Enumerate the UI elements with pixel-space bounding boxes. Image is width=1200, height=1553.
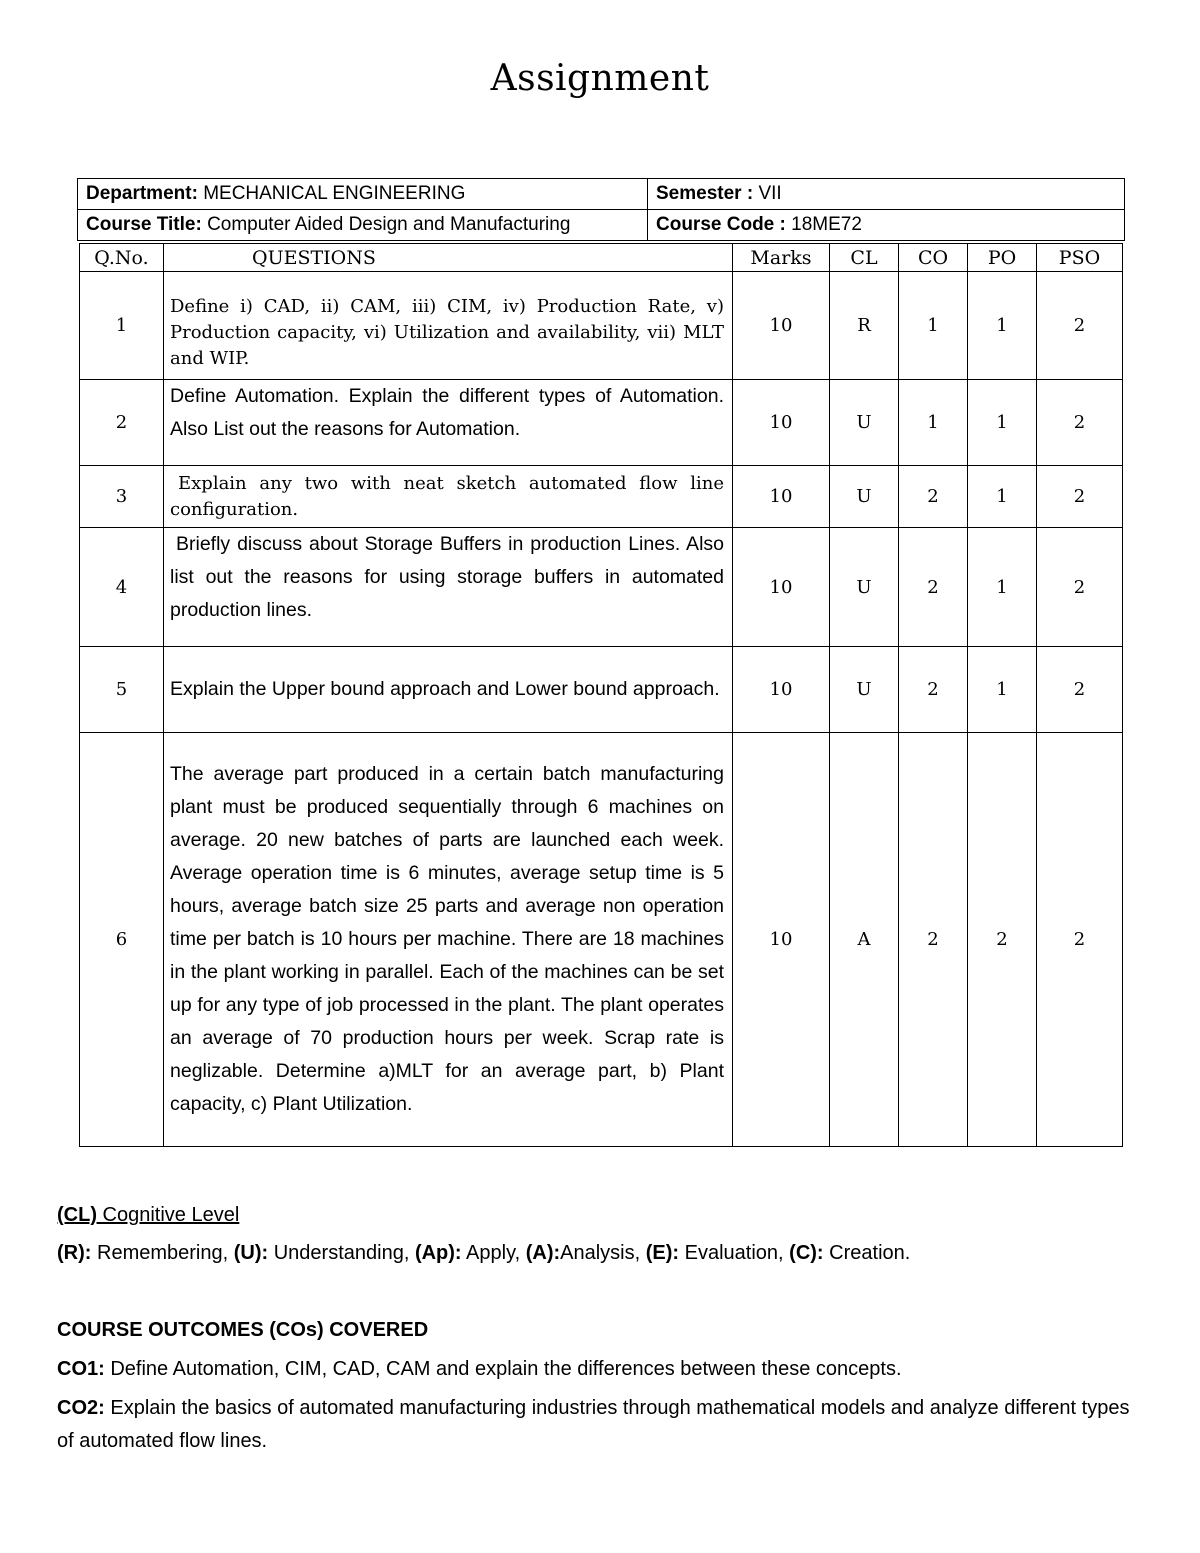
cognitive-level-heading [57, 1199, 1147, 1232]
outcome-code: CO2: [57, 1397, 105, 1419]
qno-cell: 6 [80, 733, 164, 1147]
marks-cell: 10 [733, 466, 830, 528]
marks-cell: 10 [733, 647, 830, 733]
course-title-value: Computer Aided Design and Manufacturing [207, 214, 571, 235]
level-name: Analysis, [560, 1242, 641, 1264]
course-outcome-item [57, 1392, 1147, 1458]
marks-cell: 10 [733, 272, 830, 380]
table-row [80, 733, 1123, 1147]
table-row [80, 466, 1123, 528]
level-name: Evaluation, [684, 1242, 784, 1264]
marks-cell: 10 [733, 528, 830, 647]
question-cell: Define i) CAD, ii) CAM, iii) CIM, iv) Production Rate, v) Production capacity, vi) Utilization and availability, vii) MLT and WIP. [164, 272, 733, 380]
course-code-cell [648, 210, 1125, 241]
level-name: Remembering, [97, 1242, 229, 1264]
co-cell: 1 [899, 380, 968, 466]
cl-cell: U [830, 380, 899, 466]
qno-cell: 5 [80, 647, 164, 733]
level-code: (C): [789, 1242, 824, 1264]
table-header-row [80, 244, 1123, 272]
cl-cell: U [830, 528, 899, 647]
header-pso: PSO [1037, 244, 1123, 272]
level-code: (U): [233, 1242, 269, 1264]
cognitive-level-list [57, 1237, 1147, 1270]
header-cl: CL [830, 244, 899, 272]
outcomes-heading-text: COURSE OUTCOMES (COs) COVERED [57, 1319, 429, 1341]
marks-cell: 10 [733, 733, 830, 1147]
question-cell: Explain any two with neat sketch automated flow line configuration. [164, 466, 733, 528]
cl-abbr: (CL) [57, 1204, 97, 1226]
qno-cell: 4 [80, 528, 164, 647]
level-name: Understanding, [273, 1242, 410, 1264]
department-label: Department: [86, 183, 198, 204]
po-cell: 1 [968, 272, 1037, 380]
header-qno: Q.No. [80, 244, 164, 272]
po-cell: 2 [968, 733, 1037, 1147]
course-code-value: 18ME72 [791, 214, 862, 235]
page-title: Assignment [490, 58, 710, 99]
cl-heading-text: Cognitive Level [102, 1204, 240, 1226]
pso-cell: 2 [1037, 528, 1123, 647]
qno-cell: 2 [80, 380, 164, 466]
level-name: Apply, [466, 1242, 521, 1264]
outcome-text: Define Automation, CIM, CAD, CAM and explain the differences between these concepts. [110, 1358, 902, 1380]
table-row [80, 647, 1123, 733]
table-row [80, 272, 1123, 380]
table-row [80, 528, 1123, 647]
level-code: (R): [57, 1242, 92, 1264]
level-name: Creation. [829, 1242, 911, 1264]
cl-cell: A [830, 733, 899, 1147]
course-outcomes-heading [57, 1314, 1147, 1347]
co-cell: 2 [899, 733, 968, 1147]
co-cell: 2 [899, 528, 968, 647]
cognitive-level-title [57, 1204, 239, 1226]
po-cell: 1 [968, 647, 1037, 733]
cl-cell: R [830, 272, 899, 380]
question-cell: Define Automation. Explain the different types of Automation. Also List out the reasons for Automation. [164, 380, 733, 466]
course-info-row [78, 179, 1125, 210]
header-marks: Marks [733, 244, 830, 272]
marks-cell: 10 [733, 380, 830, 466]
course-info-table [77, 178, 1125, 241]
po-cell: 1 [968, 528, 1037, 647]
course-outcome-item [57, 1353, 1147, 1386]
course-code-label: Course Code : [656, 214, 786, 235]
semester-value: VII [758, 183, 782, 204]
header-co: CO [899, 244, 968, 272]
pso-cell: 2 [1037, 272, 1123, 380]
co-cell: 2 [899, 466, 968, 528]
header-po: PO [968, 244, 1037, 272]
cl-cell: U [830, 647, 899, 733]
po-cell: 1 [968, 466, 1037, 528]
semester-cell [648, 179, 1125, 210]
pso-cell: 2 [1037, 466, 1123, 528]
cl-cell: U [830, 466, 899, 528]
pso-cell: 2 [1037, 733, 1123, 1147]
course-info-row [78, 210, 1125, 241]
pso-cell: 2 [1037, 380, 1123, 466]
questions-table [79, 243, 1123, 1147]
level-code: (E): [645, 1242, 680, 1264]
outcome-code: CO1: [57, 1358, 105, 1380]
question-cell: Briefly discuss about Storage Buffers in production Lines. Also list out the reasons for using storage buffers in automated production lines. [164, 528, 733, 647]
qno-cell: 3 [80, 466, 164, 528]
outcome-text: Explain the basics of automated manufacturing industries through mathematical models and analyze different types of automated flow lines. [57, 1397, 1130, 1452]
question-cell: The average part produced in a certain batch manufacturing plant must be produced sequentially through 6 machines on average. 20 new batches of parts are launched each week. Average operation time is 6 minutes, average setup time is 5 hours, average batch size 25 parts and average non operation time per batch is 10 hours per machine. There are 18 machines in the plant working in parallel. Each of the machines can be set up for any type of job processed in the plant. The plant operates an average of 70 production hours per week. Scrap rate is neglizable. Determine a)MLT for an average part, b) Plant capacity, c) Plant Utilization. [164, 733, 733, 1147]
semester-label: Semester : [656, 183, 754, 204]
level-code: (A): [525, 1242, 561, 1264]
co-cell: 2 [899, 647, 968, 733]
header-questions: QUESTIONS [164, 244, 733, 272]
qno-cell: 1 [80, 272, 164, 380]
po-cell: 1 [968, 380, 1037, 466]
level-code: (Ap): [414, 1242, 462, 1264]
department-value: MECHANICAL ENGINEERING [203, 183, 466, 204]
course-title-label: Course Title: [86, 214, 202, 235]
question-cell: Explain the Upper bound approach and Lower bound approach. [164, 647, 733, 733]
pso-cell: 2 [1037, 647, 1123, 733]
co-cell: 1 [899, 272, 968, 380]
table-row [80, 380, 1123, 466]
course-title-cell [78, 210, 648, 241]
department-cell [78, 179, 648, 210]
